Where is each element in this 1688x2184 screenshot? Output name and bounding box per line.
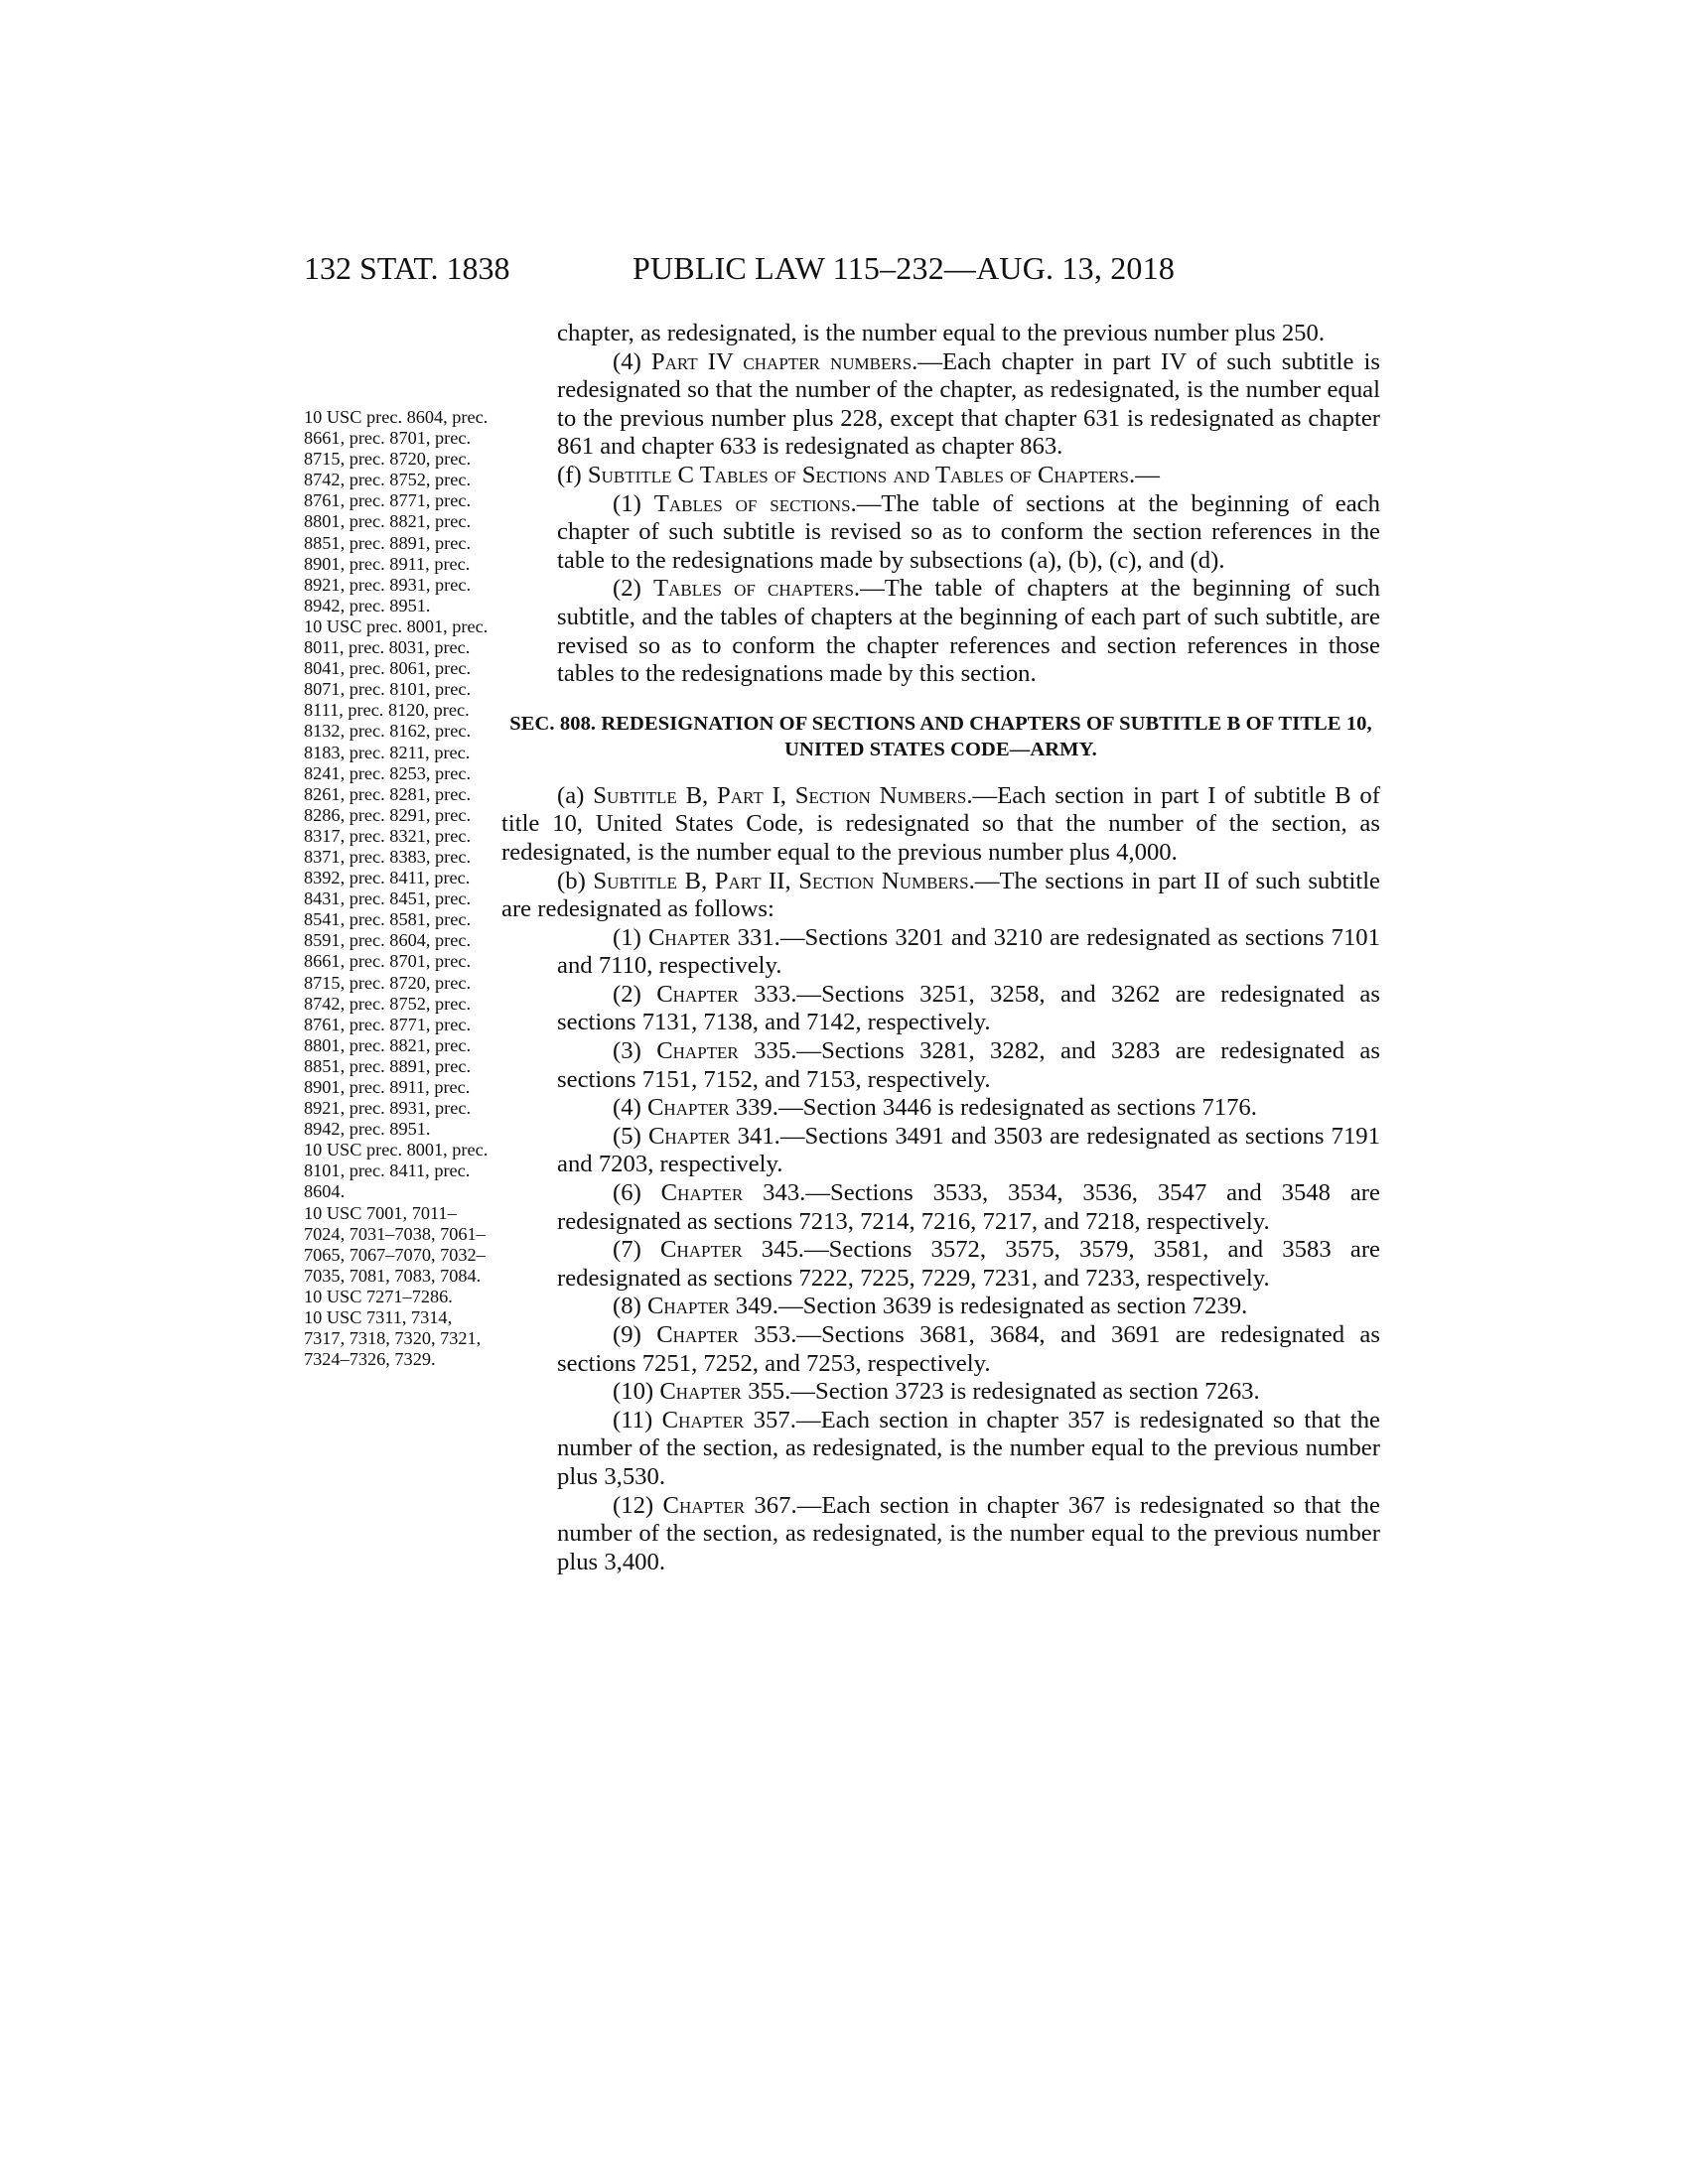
- margin-note: 10 USC prec. 8001, prec. 8011, prec. 8031, prec. 8041, prec. 8061, prec. 8071, prec. 8101, prec. 8111, prec. 8120, prec. 8132, prec. 8162, prec. 8183, prec. 8211, prec. 8241, prec. 8253, prec. 8261, prec. 8281, prec. 8286, prec. 8291, prec. 8317, prec. 8321, prec. 8371, prec. 8383, prec. 8392, prec. 8411, prec. 8431, prec. 8451, prec. 8541, prec. 8581, prec. 8591, prec. 8604, prec. 8661, prec. 8701, prec. 8715, prec. 8720, prec. 8742, prec. 8752, prec. 8761, prec. 8771, prec. 8801, prec. 8821, prec. 8851, prec. 8891, prec. 8901, prec. 8911, prec. 8921, prec. 8931, prec. 8942, prec. 8951.: [304, 615, 489, 1140]
- paragraph-heading: Part IV chapter numbers.: [650, 347, 918, 375]
- paragraph-text: —The sections in part II of such subtitle are redesignated as follows:: [501, 867, 1381, 923]
- paragraph-number: (4): [613, 1094, 641, 1122]
- list-item: [501, 981, 1380, 1037]
- subsection-b: [501, 868, 1380, 924]
- paragraph-text: —: [1135, 461, 1160, 488]
- paragraph-text: —Section 3639 is redesignated as section 7239.: [777, 1293, 1248, 1320]
- paragraph-number: (4): [613, 347, 641, 375]
- margin-note: 10 USC 7311, 7314, 7317, 7318, 7320, 7321, 7324–7326, 7329.: [304, 1307, 482, 1370]
- paragraph-tables-of-chapters: [501, 575, 1380, 688]
- paragraph-heading: Tables of chapters.: [653, 575, 861, 603]
- list-item: [501, 1492, 1380, 1577]
- paragraph-continuation: chapter, as redesignated, is the number equal to the previous number plus 250.: [557, 320, 1326, 346]
- public-law-title: PUBLIC LAW 115–232—AUG. 13, 2018: [632, 250, 1176, 286]
- margin-note: 10 USC 7001, 7011–7024, 7031–7038, 7061–7065, 7067–7070, 7032–7035, 7081, 7083, 7084.: [304, 1202, 486, 1286]
- paragraph-heading: Chapter 339.: [646, 1094, 778, 1122]
- paragraph-text: —Each section in part I of subtitle B of title 10, United States Code, is redesignated so that the number of the section, as redesignated, is the number equal to the previous number plus 4,000.: [501, 781, 1380, 866]
- paragraph-heading: Subtitle B, Part I, Section Numbers.: [593, 781, 973, 809]
- paragraph-number: (3): [613, 1037, 641, 1065]
- paragraph-number: (10): [613, 1378, 654, 1406]
- paragraph-heading: Chapter 335.: [656, 1037, 797, 1065]
- list-item: [501, 1094, 1380, 1123]
- paragraph-heading: Chapter 355.: [659, 1378, 791, 1406]
- paragraph-heading: Tables of sections.: [653, 489, 857, 517]
- paragraph-heading: Chapter 333.: [656, 980, 797, 1008]
- paragraph-heading: Chapter 345.: [660, 1236, 804, 1264]
- subsection-a: [501, 782, 1380, 868]
- statute-page-number: 132 STAT. 1838: [304, 250, 510, 286]
- list-item: [501, 924, 1380, 981]
- paragraph-number: (12): [613, 1491, 654, 1519]
- paragraph-heading: Subtitle B, Part II, Section Numbers.: [593, 867, 975, 894]
- margin-notes: [304, 407, 492, 1370]
- subsection-f: [501, 462, 1380, 490]
- paragraph-text: —Section 3723 is redesignated as section 7263.: [790, 1378, 1260, 1406]
- list-item: [501, 1123, 1380, 1179]
- paragraph-part-iv-chapter-numbers: [501, 348, 1380, 462]
- paragraph-text: —Sections 3681, 3684, and 3691 are redesignated as sections 7251, 7252, and 7253, respectively.: [557, 1321, 1380, 1377]
- section-heading: SEC. 808. REDESIGNATION OF SECTIONS AND CHAPTERS OF SUBTITLE B OF TITLE 10, UNITED STATES CODE—ARMY.: [509, 712, 1372, 760]
- paragraph-text: —Sections 3572, 3575, 3579, 3581, and 3583 are redesignated as sections 7222, 7225, 7229, 7231, and 7233, respectively.: [557, 1236, 1380, 1292]
- paragraph-heading: Chapter 331.: [647, 923, 780, 951]
- margin-note: 10 USC 7271–7286.: [304, 1286, 453, 1306]
- list-item: [501, 1236, 1380, 1293]
- paragraph-number: (8): [613, 1293, 641, 1320]
- paragraph-text: —Sections 3201 and 3210 are redesignated as sections 7101 and 7110, respectively.: [557, 923, 1380, 980]
- paragraph-heading: Chapter 357.: [661, 1406, 796, 1433]
- list-item: [501, 1037, 1380, 1094]
- paragraph-number: (5): [613, 1122, 641, 1150]
- list-item: [501, 1321, 1380, 1378]
- paragraph-text: —Sections 3281, 3282, and 3283 are redesignated as sections 7151, 7152, and 7153, respectively.: [557, 1037, 1380, 1093]
- paragraph-number: (6): [613, 1179, 641, 1207]
- paragraph-heading: Chapter 341.: [647, 1122, 780, 1150]
- paragraph-number: (f): [557, 461, 582, 488]
- paragraph-number: (1): [613, 489, 641, 517]
- list-item: [501, 1407, 1380, 1492]
- paragraph-number: (a): [557, 781, 585, 809]
- paragraph-text: —Each section in chapter 357 is redesignated so that the number of the section, as redesignated, is the number equal to the previous number plus 3,530.: [557, 1406, 1380, 1490]
- paragraph-number: (2): [613, 575, 641, 603]
- paragraph-number: (2): [613, 980, 641, 1008]
- paragraph-text: —Sections 3491 and 3503 are redesignated as sections 7191 and 7203, respectively.: [557, 1122, 1380, 1178]
- paragraph-tables-of-sections: [501, 490, 1380, 576]
- paragraph-number: (1): [613, 923, 641, 951]
- paragraph-number: (7): [613, 1236, 641, 1264]
- paragraph-heading: Chapter 343.: [660, 1179, 806, 1207]
- list-item: [501, 1378, 1380, 1407]
- list-item: [501, 1179, 1380, 1236]
- paragraph-heading: Chapter 367.: [662, 1491, 797, 1519]
- paragraph-text: —Each section in chapter 367 is redesignated so that the number of the section, as redesignated, is the number equal to the previous number plus 3,400.: [557, 1491, 1380, 1575]
- paragraph-text: —The table of sections at the beginning of each chapter of such subtitle is revised so as to conform the section references in the table to the redesignations made by subsections (a), (b), (c), and (d).: [557, 489, 1380, 574]
- paragraph-heading: Chapter 349.: [646, 1293, 778, 1320]
- paragraph-number: (b): [557, 867, 586, 894]
- paragraph-number: (11): [613, 1406, 653, 1433]
- paragraph-heading: Subtitle C Tables of Sections and Tables of Chapters.: [587, 461, 1136, 488]
- margin-note: 10 USC prec. 8001, prec. 8101, prec. 8411, prec. 8604.: [304, 1140, 489, 1202]
- paragraph-heading: Chapter 353.: [656, 1321, 797, 1348]
- paragraph-text: —Section 3446 is redesignated as sections 7176.: [777, 1094, 1257, 1122]
- main-text-column: [501, 320, 1380, 1576]
- paragraph-text: —Each chapter in part IV of such subtitle is redesignated so that the number of the chapter, as redesignated, is the number equal to the previous number plus 228, except that chapter 631 is redesignated as chapter 861 and chapter 633 is redesignated as chapter 863.: [557, 347, 1381, 461]
- paragraph-text: —Sections 3533, 3534, 3536, 3547 and 3548 are redesignated as sections 7213, 7214, 7216, 7217, and 7218, respectively.: [557, 1179, 1380, 1235]
- paragraph-number: (9): [613, 1321, 641, 1348]
- running-header: [0, 250, 1688, 290]
- paragraph-text: —The table of chapters at the beginning of such subtitle, and the tables of chapters at the beginning of each part of such subtitle, are revised so as to conform the chapter references and section references in those tables to the redesignations made by this section.: [557, 575, 1381, 688]
- margin-note: 10 USC prec. 8604, prec. 8661, prec. 8701, prec. 8715, prec. 8720, prec. 8742, prec. 8752, prec. 8761, prec. 8771, prec. 8801, prec. 8821, prec. 8851, prec. 8891, prec. 8901, prec. 8911, prec. 8921, prec. 8931, prec. 8942, prec. 8951.: [304, 407, 489, 615]
- paragraph-text: —Sections 3251, 3258, and 3262 are redesignated as sections 7131, 7138, and 7142, respectively.: [557, 980, 1380, 1036]
- list-item: [501, 1293, 1380, 1321]
